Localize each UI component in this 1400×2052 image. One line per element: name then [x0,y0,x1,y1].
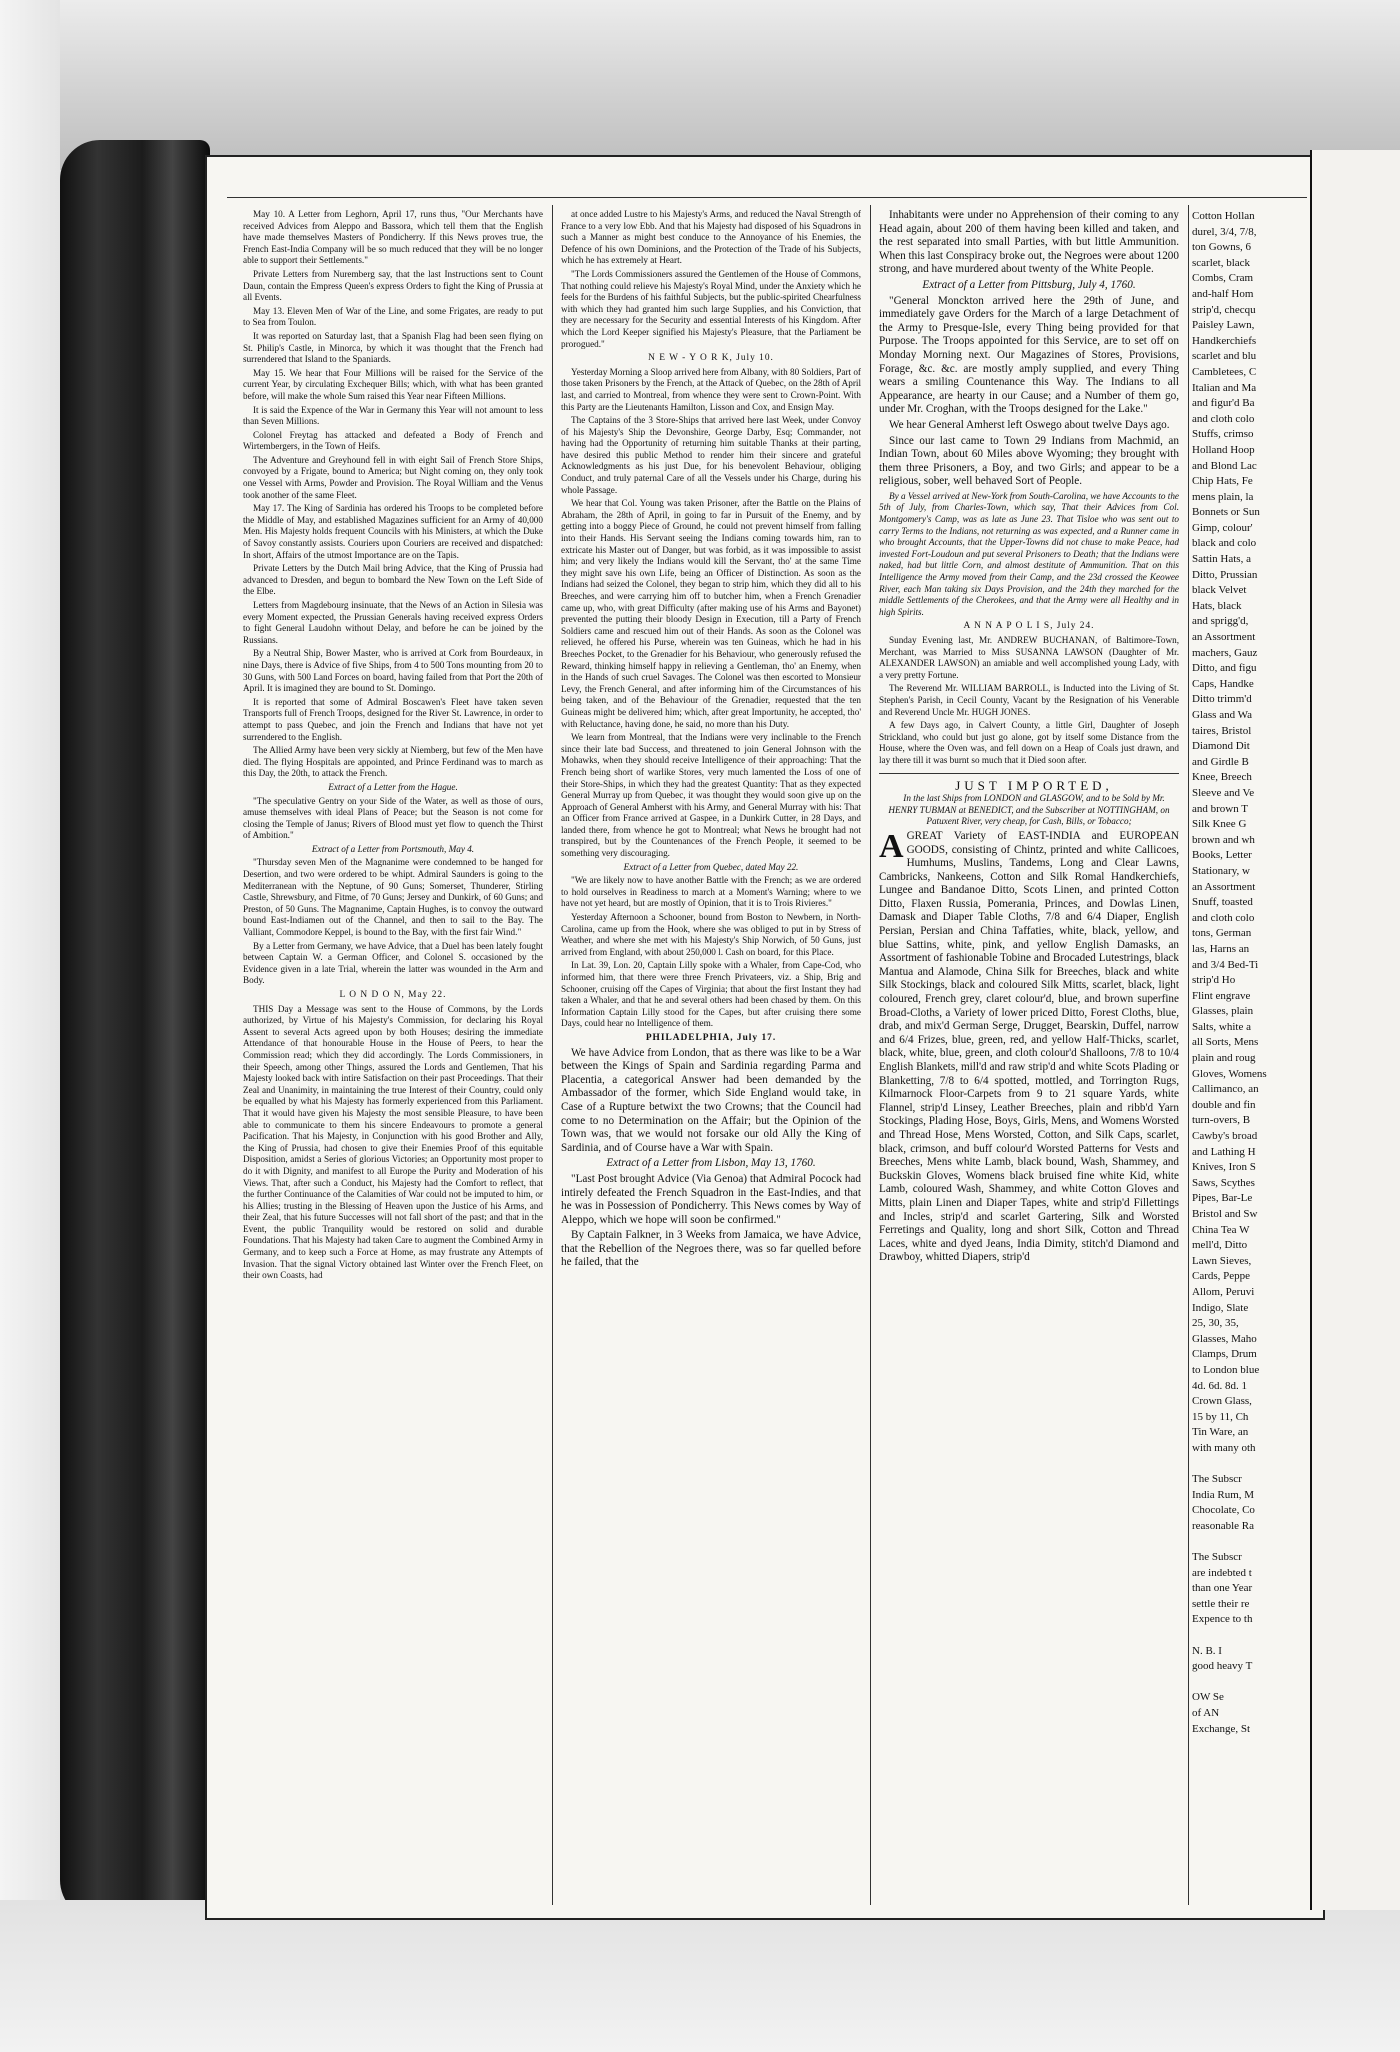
paragraph: at once added Lustre to his Majesty's Arms, and reduced the Naval Strength of France to a very low Ebb. And that his Majesty had disposed of his Squadrons in such a Manner as might best conduce to the Annoyance of his Enemies, the Defence of his own Dominions, and the Protection of the Trade of his Subjects, which he has extremely at Heart. [561,209,861,266]
column-4-line: are indebted t [1192,1566,1252,1579]
column-4-line: Silk Knee G [1192,818,1247,831]
column-4-line: Glass and Wa [1192,709,1253,721]
column-4-line: to London blue [1192,1363,1260,1376]
column-4-line: Snuff, toasted [1192,896,1253,909]
dateline-new-york: N E W - Y O R K, July 10. [648,353,774,364]
advertisement-text: GREAT Variety of EAST-INDIA and EUROPEAN GOODS, consisting of Chintz, printed and white Callicoes, Humhums, Muslins, Tandems, Long and Clear Lawns, Cambricks, Nankeens, Cotton and Silk Romal Handkerchiefs, Lungee and Bandanoe Ditto, Scots Linen, and printed Cotton Ditto, Flaxen Russia, Pomerania, Princes, and Dowlas Linen, Damask and Diaper Table Cloths, 7/8 and 6/4 Diaper, English Persian, Persian and China Taffaties, white, black, yellow, and blue Sattins, white, pink, and yellow English Damasks, an Assortment of fashionable Tobine and Brocaded Lutestrings, black Mantua and Alamode, China Silk for Breeches, black and white Silk Stockings, black and coloured Silk Mitts, scarlet, black, light coloured, French grey, claret colour'd, blue, and brown superfine Broad-Cloths, a Variety of lower priced Ditto, Forest Cloths, blue, drab, and mix'd German Serge, Drugget, Bearskin, Duffel, narrow and 6/4 Frizes, blue, green, red, and yellow Half-Thicks, scarlet, black, white, blue, green, and cloth colour'd Shalloons, 7/8 to 10/4 English Blankets, mill'd and raw strip'd and white Scots Plading or Blanketting, 7/8 to 6/4 spotted, mottled, and Torrington Rugs, Kilmarnock Floor-Carpets from 9 to 21 square Yards, white Flannel, strip'd Linsey, Leather Breeches, plain and ribb'd Yarn Stockings, Plading Hose, Boys, Girls, Mens, and Womens Worsted and Thread Hose, Mens Worsted, Cotton, and Silk Caps, scarlet, black, crimson, and buff colour'd Worsted Patterns for Vests and Breeches, Mens white Lamb, black bound, Wash, Shammey, and Buckskin Gloves, Womens black bruised fine white Kid, white Lamb, coloured Wash, Shammey, and white Cotton Gloves and Mitts, plain Linen and Diaper Tapes, white and strip'd Fillettings and Incles, strip'd and scarlet Gartering, Silk and Worsted Ferretings and Quality, long and short Silk, Cotton and Thread Laces, white and dyed Jeans, India Dimity, stitch'd Diamond and Drawboy, whitted Diapers, strip'd [879,829,1179,1264]
column-4-line: strip'd, checqu [1192,303,1256,316]
column-4-line: good heavy T [1192,1660,1253,1673]
column-4-line: Chip Hats, Fe [1192,475,1253,488]
column-4-line: than one Year [1192,1582,1253,1595]
column-4-line: Flint engrave [1192,989,1251,1002]
paragraph: Inhabitants were under no Apprehension of their coming to any Head again, about 200 of them having been killed and taken, and the rest separated into small Parties, with but little Ammunition. When this last Conspiracy broke out, the Negroes were about 1200 strong, and have murdered about twenty of the White People. [879,209,1179,276]
paragraph: The Adventure and Greyhound fell in with eight Sail of French Store Ships, convoyed by a Frigate, bound to America; but Night coming on, they only took one Vessel with Arms, Powder and Provision. The Royal William and the Venus took another of the same Fleet. [243,454,543,500]
column-4-line: mell'd, Ditto [1192,1239,1248,1252]
adjacent-page-edge [1310,150,1400,1910]
column-4-line: and cloth colo [1192,412,1255,425]
column-4-line: 25, 30, 35, [1192,1317,1239,1330]
column-4-line: Hats, black [1192,599,1242,612]
advertisement-body [879,827,1179,1265]
column-3 [879,209,1179,1909]
column-4-line: Clamps, Drum [1192,1348,1257,1361]
column-4-line: Sleeve and Ve [1192,786,1255,799]
paragraph: Private Letters by the Dutch Mail bring Advice, that the King of Prussia had advanced to Dresden, and begun to bombard the New Town on the Left Side of the Elbe. [243,563,543,597]
dateline-london: L O N D O N, May 22. [339,990,447,1000]
column-4-line: and brown T [1192,802,1249,815]
column-4-line: and-half Hom [1192,287,1254,300]
column-4-line: Bristol and Sw [1192,1208,1258,1220]
column-rule [1188,205,1189,1905]
column-4-line: Diamond Dit [1192,740,1250,753]
column-4-line: and cloth colo [1192,911,1255,924]
column-4-line: and Lathing H [1192,1145,1256,1158]
paragraph: The Captains of the 3 Store-Ships that arrived here last Week, under Convoy of his Majesty's Ship the Devonshire, George Darby, Esq; Commander, not having had the Opportunity of returning him suitable Thanks at their parting, have desired this public Method to render him their sincere and grateful Acknowledgments as his just Due, for his benevolent Behaviour, obliging Conduct, and truly paternal Care of all the Vessels under his Charge, during his whole Passage. [561,415,861,495]
column-4-line: and Girdle B [1192,755,1249,768]
paragraph: By a Vessel arrived at New-York from South-Carolina, we have Accounts to the 5th of July, from Charles-Town, which say, That their Advices from Col. Montgomery's Camp, was as late as June 23. That Tisloe who was sent out to carry Terms to the Indians, not returning as was expected, and a Runner came in who brought Accounts, that the Upper-Towns did not chuse to make Peace, had invested Fort-Loudoun and put several Prisoners to Death; that the Indians were naked, had but little Corn, and almost destitute of Ammunition. That on this Intelligence the Army moved from their Camp, and the 23d crossed the Keowee River, each Man taking six Days Provision, and the 24th they marched for the middle Settlements of the Cherokees, and that the Army were all Healthy and in high Spirits. [879,490,1179,617]
paragraph: Letters from Magdebourg insinuate, that the News of an Action in Silesia was every Moment expected, the Prussian Generals having received express Orders to fight General Laudohn without Delay, and before he can be joined by the Russians. [243,600,543,645]
column-4-line: durel, 3/4, 7/8, [1192,225,1257,238]
column-4-line: black Velvet [1192,584,1247,597]
column-4-line: Cotton Hollan [1192,210,1255,222]
extract-heading: Extract of a Letter from Lisbon, May 13, 1760. [606,1157,816,1170]
column-4-line: Chocolate, Co [1192,1504,1255,1517]
column-4-line: Combs, Cram [1192,272,1254,285]
column-4-line: ton Gowns, 6 [1192,241,1251,254]
column-4-line: Glasses, Maho [1192,1332,1257,1345]
column-4-line: scarlet, black [1192,256,1251,269]
column-4-line: and 3/4 Bed-Ti [1192,958,1259,971]
column-4-line: N. B. I [1192,1644,1222,1657]
column-4-line: 4d. 6d. 8d. 1 [1192,1379,1247,1392]
column-4-line: Cards, Peppe [1192,1270,1251,1283]
column-4-line: Callimanco, an [1192,1083,1259,1096]
column-4-line: China Tea W [1192,1223,1250,1236]
column-4-line: Bonnets or Sun [1192,506,1260,519]
column-4-line: Saws, Scythes [1192,1176,1255,1189]
extract-heading: Extract of a Letter from Pittsburg, July 4, 1760. [922,278,1136,291]
column-4-line: settle their re [1192,1597,1250,1610]
column-4-line: brown and wh [1192,833,1255,846]
paragraph: Yesterday Morning a Sloop arrived here from Albany, with 80 Soldiers, Part of those taken Prisoners by the French, at the Attack of Quebec, on the 28th of April last, and carried to Montreal, from whence they were sent to Crown-Point. With this Party are the Lieutenants Hamilton, Lisson and Cox, and Ensign May. [561,366,861,412]
column-4-line: with many oth [1192,1441,1256,1454]
column-4-line: Sattin Hats, a [1192,553,1251,566]
extract-heading: Extract of a Letter from Portsmouth, May 4. [311,843,475,854]
column-4-line: Crown Glass, [1192,1395,1252,1408]
column-4-line: Books, Letter [1192,849,1252,862]
column-4-line: an Assortment [1192,631,1256,644]
paragraph: Sunday Evening last, Mr. ANDREW BUCHANAN, of Baltimore-Town, Merchant, was Married to Miss SUSANNA LAWSON (Daughter of Mr. ALEXANDER LAWSON) an amiable and well accomplished young Lady, with a very pretty Fortune. [879,635,1179,680]
scan-background-top [0,0,1400,170]
extract-heading: Extract of a Letter from the Hague. [328,781,458,792]
column-4-line: Caps, Handke [1192,677,1254,690]
column-4-line: Glasses, plain [1192,1005,1254,1018]
column-4-line: Paisley Lawn, [1192,319,1255,332]
column-4-line: an Assortment [1192,880,1256,893]
column-4-line: 15 by 11, Ch [1192,1410,1249,1423]
paragraph: "We are likely now to have another Battle with the French; as we are ordered to hold ourselves in Readiness to march at a Moment's Warning; where to we have not yet heard, but are mostly of Opinion, that it is to Trois Rivieres." [561,875,861,909]
paragraph: May 10. A Letter from Leghorn, April 17, runs thus, "Our Merchants have received Advices from Aleppo and Bassora, which tell them that the English have made themselves Masters of Pondicherry. If this News proves true, the French East-India Company will be so much reduced that they will be no longer able to support their Settlements." [243,209,543,266]
column-4-line: The Subscr [1192,1551,1242,1564]
column-4-line: The Subscr [1192,1473,1242,1486]
column-4-line: reasonable Ra [1192,1519,1254,1532]
column-4-line [1192,1534,1307,1550]
column-4-line: Italian and Ma [1192,381,1257,394]
paragraph: The Reverend Mr. WILLIAM BARROLL, is Inducted into the Living of St. Stephen's Parish, in Cecil County, Vacant by the Resignation of his Venerable and Reverend Uncle Mr. HUGH JONES. [879,683,1179,717]
column-4-line: Holland Hoop [1192,443,1255,456]
paragraph: We hear that Col. Young was taken Prisoner, after the Battle on the Plains of Abraham, the 28th of April, in going to far in Pursuit of the Enemy, and by getting into a boggy Piece of Ground, he could not prevent himself from falling into their Hands. His Servant seeing the Indians coming towards him, ran to extricate his Master out of Danger, but was forbid, as it was impossible to assist him; and very likely the Indians would kill the Servant, tho' at the same Time they might save his own Life, being an Officer of Distinction. As soon as the Indians had seized the Colonel, they began to strip him, which they did all to his Breeches, and were carrying him off to butcher him, when a French Grenadier came up, who, with great Difficulty (after making use of his Arms and Bayonet) prevented the putting their bloody Design in Execution, till a Party of French Soldiers came and rescued him out of their Hands. As soon as the Colonel was relieved, he offered his Purse, wherein was ten Guineas, which he had in his Breeches Pocket, to the Grenadier for his Behaviour, who generously refused the Reward, thinking himself happy in relieving a Gentleman, tho' an Enemy, when in the Hands of such cruel Savages. The Colonel was then escorted to Monsieur Levy, the French General, and after informing him of the Circumstances of his being taken, and of the Behaviour of the Grenadier, requested that the ten Guineas might be delivered him; which, after great Importunity, he accepted, tho' with Reluctance, having done, he said, no more than his Duty. [561,498,861,729]
column-4-line: of AN [1192,1707,1220,1719]
column-4-line: las, Harns an [1192,942,1250,955]
paragraph: We hear General Amherst left Oswego about twelve Days ago. [889,418,1170,431]
column-4-line: Knee, Breech [1192,771,1252,784]
column-4-line: Stuffs, crimso [1192,428,1254,441]
paragraph: "Thursday seven Men of the Magnanime were condemned to be hanged for Desertion, and two were ordered to be whipt. Admiral Saunders is going to the Mediterranean with the Neptune, of 90 Guns; Somerset, Thunderer, Stirling Castle, Shrewsbury, and Fitme, of 70 Guns; Jersey and Dunkirk, of 60 Guns; and Preston, of 50 Guns. The Magnanime, Captain Hughes, is to convoy the outward bound East-Indiamen out of the Channel, and then to sail to the Bay. The Valliant, Commodore Keppel, is bound to the Bay, with the first fair Wind." [243,857,543,938]
column-4-line: Ditto trimm'd [1192,693,1252,706]
advertisement-title: JUST IMPORTED, [955,777,1113,793]
column-4-line: and sprigg'd, [1192,615,1249,628]
column-4-line: and figur'd Ba [1192,397,1255,410]
column-4-line: and Blond Lac [1192,459,1257,472]
scan-background-bottom [0,1900,1400,2052]
column-4-line: machers, Gauz [1192,646,1258,659]
column-4-line: scarlet and blu [1192,350,1257,363]
column-4-line: Salts, white a [1192,1020,1251,1033]
paragraph: Colonel Freytag has attacked and defeated a Body of French and Wirtembergers, in the Town of Heifs. [243,429,543,452]
dateline-philadelphia: PHILADELPHIA, July 17. [645,1032,777,1043]
column-4-line: Ditto, and figu [1192,662,1257,675]
column-4-line: Knives, Iron S [1192,1161,1256,1174]
paragraph: We have Advice from London, that as there was like to be a War between the Kings of Spain and Sardinia regarding Parma and Placentia, a categorical Answer had been demanded by the Ambassador of the former, which Side England would take, in Case of a Rupture betwixt the two Crowns; that the Council had come to no Determination on the Affair; but the Opinion of the Town was, that we would not forsake our old Ally the King of Sardinia, and of Course have a War with Spain. [561,1046,861,1154]
newspaper-page [205,155,1325,1920]
extract-heading: Extract of a Letter from Quebec, dated May 22. [623,861,799,872]
column-2 [561,209,861,1909]
column-4-line: mens plain, la [1192,490,1254,503]
column-4-line: tons, German [1192,927,1252,940]
column-4-line: Handkerchiefs [1192,334,1257,347]
column-4-partial [1192,209,1307,1909]
paragraph: It is said the Expence of the War in Germany this Year will not amount to less than Seven Millions. [243,404,543,427]
column-rule [870,205,871,1905]
column-4-line: Lawn Sieves, [1192,1254,1252,1267]
advertisement-subtitle: In the last Ships from LONDON and GLASGOW, and to be Sold by Mr. HENRY TUBMAN at BENEDICT, and the Subscriber at NOTTINGHAM, on Patuxent River, very cheap, for Cash, Bills, or Tobacco; [888,793,1170,827]
scan-background-left [0,0,60,2052]
paragraph: The Allied Army have been very sickly at Niemberg, but few of the Men have died. The flying Hospitals are appointed, and Prince Ferdinand was to march as this Day, the 20th, to attack the French. [243,745,543,779]
column-4-line: plain and roug [1192,1052,1256,1065]
column-4-line: Exchange, St [1192,1722,1251,1735]
column-4-line [1192,1628,1307,1644]
paragraph: In Lat. 39, Lon. 20, Captain Lilly spoke with a Whaler, from Cape-Cod, who informed him, that there were three French Privateers, viz. a Ship, Brig and Schooner, cruising off the Capes of Virginia; that about the first Instant they had taken a Whaler, and that he and several others had been chased by them. On this Information Captain Lilly stood for the Capes, but after cruising there some Days, could hear no Intelligence of them. [561,960,861,1029]
column-4-line: Cambletees, C [1192,365,1257,378]
column-4-line: Gimp, colour' [1192,521,1253,534]
header-rule [227,197,1307,198]
column-4-line: taires, Bristol [1192,724,1252,737]
column-rule [552,205,553,1905]
paragraph: It is reported that some of Admiral Boscawen's Fleet have taken seven Transports full of French Troops, designed for the River St. Lawrence, in order to attempt to pass Quebec, and join the French and Indians that have not yet surrendered to the English. [243,696,543,742]
dateline-annapolis: A N N A P O L I S, July 24. [963,621,1095,632]
column-4-line: Tin Ware, an [1192,1426,1249,1439]
drop-cap: A [879,827,904,865]
section-divider [879,773,1179,774]
column-4-line: turn-overs, B [1192,1114,1251,1127]
column-4-line: Indigo, Slate [1192,1301,1249,1314]
book-binding [60,140,210,1920]
column-4-line: Expence to th [1192,1613,1253,1626]
column-4-line [1192,1457,1307,1473]
column-4-line: strip'd Ho [1192,974,1236,987]
paragraph: By a Neutral Ship, Bower Master, who is arrived at Cork from Bourdeaux, in nine Days, there is Advice of five Ships, from 4 to 500 Tons mounting from 20 to 30 Guns, with 500 Land Forces on board, having failed from that Port the 20th of April. It is imagined they are bound to St. Domingo. [243,648,543,694]
column-4-line: Allom, Peruvi [1192,1285,1255,1298]
paragraph: May 17. The King of Sardinia has ordered his Troops to be completed before the Middle of May, and established Magazines sufficient for an Army of 40,000 Men. His Majesty holds frequent Councils with his Ministers, at which the Duke of Savoy constantly assists. Couriers upon Couriers are received and dispatched: In short, Affairs of the utmost Importance are on the Tapis. [243,503,543,560]
column-4-line: India Rum, M [1192,1488,1255,1501]
paragraph: "The Lords Commissioners assured the Gentlemen of the House of Commons, That nothing could relieve his Majesty's Royal Mind, under the Anxiety which he feels for the Burdens of his faithful Subjects, but the public-spirited Chearfulness with which they had granted him such large Supplies, and his Conviction, that they are necessary for the Security and essential Interests of his Kingdom. After which the Lord Keeper signified his Majesty's Pleasure, that the Parliament be prorogued." [561,268,861,349]
column-4-line: Cawby's broad [1192,1130,1258,1143]
column-4-line: Gloves, Womens [1192,1067,1267,1080]
paragraph: A few Days ago, in Calvert County, a little Girl, Daughter of Joseph Strickland, who could but just go alone, got by itself some Distance from the House, where the Oven was, and fell down on a Heap of Coals just drawn, and lay there till it was burnt so much that it Died soon after. [879,720,1179,765]
column-4-line [1192,1675,1307,1691]
column-4-line: all Sorts, Mens [1192,1036,1259,1049]
paragraph: By a Letter from Germany, we have Advice, that a Duel has been lately fought between Captain W. a German Officer, and Colonel S. occasioned by the Evidence given in a late Trial, wherein the latter was wounded in the Arm and Body. [243,940,543,986]
column-4-line: OW Se [1192,1691,1224,1704]
paragraph: Yesterday Afternoon a Schooner, bound from Boston to Newbern, in North-Carolina, came up from the Hook, where she was obliged to put in by Stress of Weather, and where she met with his Majesty's Ship Norwich, of 50 Guns, just arrived from England, with about 250,000 l. Cash on board, for this Place. [561,912,861,957]
column-4-line: black and colo [1192,537,1257,550]
paragraph: "The speculative Gentry on your Side of the Water, as well as those of ours, amuse themselves with ideal Plans of Peace; but the Season is not come for closing the Temple of Janus; Rivers of Blood must yet flow to quench the Thirst of Ambition." [243,795,543,841]
column-4-line: Stationary, w [1192,864,1250,877]
paragraph: May 15. We hear that Four Millions will be raised for the Service of the current Year, by circulating Exchequer Bills; which, with what has been granted before, will make the whole Sum raised this Year near Fifteen Millions. [243,367,543,401]
column-4-line: Ditto, Prussian [1192,568,1258,581]
paragraph: "General Monckton arrived here the 29th of June, and immediately gave Orders for the March of a large Detachment of the Army to Presque-Isle, every Thing being provided for that Purpose. The Troops appointed for this Service, are to set off on Monday Morning next. Our Magazines of Stores, Provisions, Forage, &c. &c. are mostly amply supplied, and every Thing wears a smiling Countenance this Way. The Indians to all Appearance, are hearty in our Cause; and a Number of them go, under Mr. Croghan, with the Troops designed for the Lake." [879,294,1179,416]
paragraph: We learn from Montreal, that the Indians were very inclinable to the French since their late bad Success, and threatened to join General Johnson with the Mohawks, when they should receive Intelligence of their approaching: That the French being short of warlike Stores, very much lamented the Loss of one of their Store-Ships, in which they had the greatest Quantity: That as they expected General Murray up from Quebec, it was thought they would soon give up on the Approach of General Amherst with his Army, and General Murray with his: That an Officer from France arrived at Gaspee, in a Dunkirk Cutter, in 28 Days, and landed there, from whence he got to Montreal; what News he brought had not transpired, but by the Countenances of the French People, it seemed to be something very discouraging. [561,732,861,859]
paragraph: "Last Post brought Advice (Via Genoa) that Admiral Pocock had intirely defeated the French Squadron in the East-Indies, and that he was in Possession of Pondicherry. This News comes by Way of Aleppo, which we hope will soon be confirmed." [561,1172,861,1226]
paragraph: By Captain Falkner, in 3 Weeks from Jamaica, we have Advice, that the Rebellion of the Negroes there, was so far quelled before he failed, that the [561,1229,861,1269]
column-1 [243,209,543,1909]
paragraph: May 13. Eleven Men of War of the Line, and some Frigates, are ready to put to Sea from Toulon. [243,305,543,328]
column-4-line: Pipes, Bar-Le [1192,1192,1253,1205]
paragraph: THIS Day a Message was sent to the House of Commons, by the Lords authorized, by Virtue of his Majesty's Commission, for declaring his Royal Assent to several Acts agreed upon by both Houses; desiring the immediate Attendance of that honourable House in the House of Peers, to hear the Commission read; which they did accordingly. The Lords Commissioners, in their Speech, among other Things, assured the Lords and Gentlemen, That his Majesty looked back with intire Satisfaction on their past Proceedings. That their Zeal and Unanimity, in maintaining the true Interest of their Country, could only be equalled by what his Majesty has formerly experienced from this Parliament. That it would have given his Majesty the most sensible Pleasure, to have been able to communicate to them his sincere Endeavours to promote a general Pacification. That his Majesty, in Conjunction with his good Brother and Ally, the King of Prussia, had chosen to give their Enemies Proof of this equitable Disposition, amidst a Series of glorious Victories; an Opportunity most proper to do it with Dignity, and manifest to all Europe the Purity and Moderation of his Views. That, after such a Conduct, his Majesty had the Comfort to reflect, that the further Continuance of the Calamities of War could not be imputed to him, or his Allies; trusting in the Blessing of Heaven upon the Justice of his Arms, and their Zeal, that his future Successes will not fall short of the past; and that in the Event, the public Tranquility would be restored on solid and durable Foundations. That his Majesty had taken Care to augment the Combined Army in Germany, and to keep such a Force at Home, as may frustrate any Attempts of Invasion. That the signal Victory obtained last Winter over the French Fleet, on their own Coasts, had [243,1003,543,1281]
paragraph: Since our last came to Town 29 Indians from Machmid, an Indian Town, about 60 Miles above Wyoming; they brought with them three Prisoners, a Boy, and two Girls; and appear to be a religious, sober, well behaved Sort of People. [879,434,1179,488]
paragraph: It was reported on Saturday last, that a Spanish Flag had been seen flying on St. Philip's Castle, in Minorca, by which it was thought that the French had surrendered that Island to the Spaniards. [243,330,543,365]
column-4-line: double and fin [1192,1098,1256,1111]
paragraph: Private Letters from Nuremberg say, that the last Instructions sent to Count Daun, contain the Empress Queen's express Orders to fight the King of Prussia at all Events. [243,268,543,303]
